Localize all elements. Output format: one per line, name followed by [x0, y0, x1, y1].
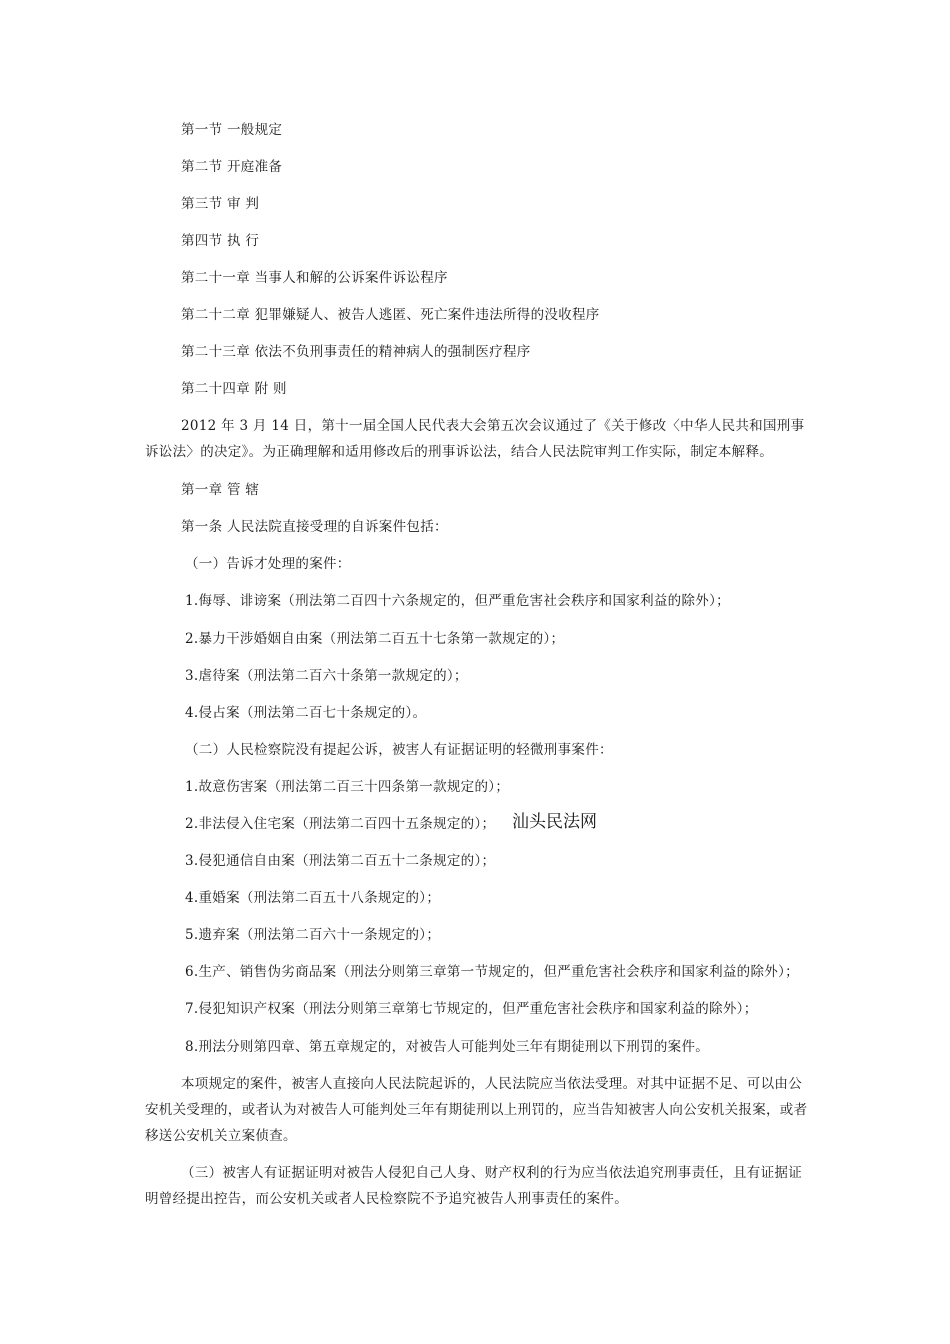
toc-line: 第一节 一般规定: [181, 122, 283, 138]
preamble-line-2: 诉讼法〉的决定》。为正确理解和适用修改后的刑事诉讼法，结合人民法院审判工作实际，制定本解释。: [145, 444, 774, 460]
body-paragraph: [145, 1071, 815, 1149]
list-item: 7.侵犯知识产权案（刑法分则第三章第七节规定的，但严重危害社会秩序和国家利益的除外）；: [185, 1001, 758, 1017]
site-watermark: 汕头民法网: [512, 812, 597, 832]
paragraph-text: 本项规定的案件，被害人直接向人民法院起诉的，人民法院应当依法受理。对其中证据不足、可以由公安机关受理的，或者认为对被告人可能判处三年有期徒刑以上刑罚的，应当告知被害人向公安机关报案，或者移送公安机关立案侦查。: [145, 1076, 808, 1144]
list-item: 8.刑法分则第四章、第五章规定的，对被告人可能判处三年有期徒刑以下刑罚的案件。: [185, 1039, 710, 1055]
list-item: 3.虐待案（刑法第二百六十条第一款规定的）；: [185, 668, 468, 684]
list-item: 1.侮辱、诽谤案（刑法第二百四十六条规定的，但严重危害社会秩序和国家利益的除外）；: [185, 593, 730, 609]
toc-line: 第二十一章 当事人和解的公诉案件诉讼程序: [181, 270, 448, 286]
group-heading: （一）告诉才处理的案件：: [185, 556, 351, 572]
list-item: 6.生产、销售伪劣商品案（刑法分则第三章第一节规定的，但严重危害社会秩序和国家利益的除外）；: [185, 964, 799, 980]
toc-line: 第四节 执 行: [181, 233, 260, 249]
list-item: 4.侵占案（刑法第二百七十条规定的）。: [185, 705, 427, 721]
list-item: 1.故意伤害案（刑法第二百三十四条第一款规定的）；: [185, 779, 510, 795]
list-item: 2.暴力干涉婚姻自由案（刑法第二百五十七条第一款规定的）；: [185, 631, 565, 647]
toc-line: 第二节 开庭准备: [181, 159, 283, 175]
toc-line: 第二十二章 犯罪嫌疑人、被告人逃匿、死亡案件违法所得的没收程序: [181, 307, 600, 323]
toc-line: 第二十三章 依法不负刑事责任的精神病人的强制医疗程序: [181, 344, 531, 360]
article-heading: 第一条 人民法院直接受理的自诉案件包括：: [181, 519, 448, 535]
list-item: 4.重婚案（刑法第二百五十八条规定的）；: [185, 890, 441, 906]
toc-line: 第三节 审 判: [181, 196, 260, 212]
preamble-line-1: 2012 年 3 月 14 日，第十一届全国人民代表大会第五次会议通过了《关于修改〈中华人民共和国刑事: [181, 418, 805, 434]
toc-line: 第二十四章 附 则: [181, 381, 287, 397]
list-item: 3.侵犯通信自由案（刑法第二百五十二条规定的）；: [185, 853, 496, 869]
group-heading: （二）人民检察院没有提起公诉，被害人有证据证明的轻微刑事案件：: [185, 742, 613, 758]
list-item: 5.遗弃案（刑法第二百六十一条规定的）；: [185, 927, 441, 943]
body-paragraph: [145, 1160, 815, 1212]
paragraph-text: （三）被害人有证据证明对被告人侵犯自己人身、财产权利的行为应当依法追究刑事责任，且有证据证明曾经提出控告，而公安机关或者人民检察院不予追究被告人刑事责任的案件。: [145, 1165, 802, 1207]
chapter-title: 第一章 管 辖: [181, 482, 260, 498]
list-item: 2.非法侵入住宅案（刑法第二百四十五条规定的）；: [185, 816, 496, 832]
